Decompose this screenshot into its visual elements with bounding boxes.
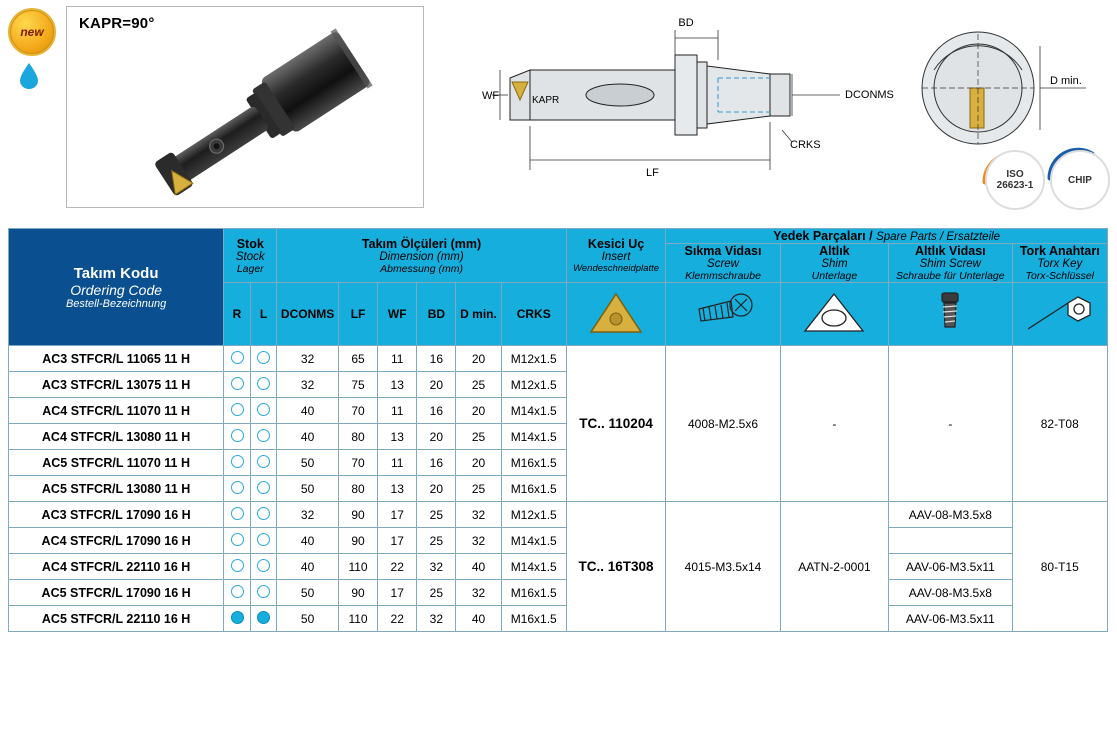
cell-wf: 22 — [378, 606, 417, 632]
cell-lf: 90 — [338, 528, 377, 554]
cell-wf: 17 — [378, 502, 417, 528]
cell-lf: 70 — [338, 398, 377, 424]
cell-code: AC4 STFCR/L 11070 11 H — [9, 398, 224, 424]
table-row[interactable] — [9, 606, 1108, 632]
cell-crks: M16x1.5 — [501, 606, 566, 632]
header-screw: Sıkma Vidası Screw Klemmschraube — [666, 244, 780, 283]
subheader-dconms: DCONMS — [277, 283, 339, 346]
cell-lf: 90 — [338, 502, 377, 528]
iso-badge — [985, 150, 1045, 210]
cell-wf: 13 — [378, 372, 417, 398]
cell-l[interactable] — [250, 398, 277, 424]
cell-lf: 70 — [338, 450, 377, 476]
table-row[interactable] — [9, 502, 1108, 528]
cell-dconms: 40 — [277, 424, 339, 450]
cell-l[interactable] — [250, 580, 277, 606]
cell-dmin: 32 — [456, 528, 501, 554]
cell-lf: 110 — [338, 606, 377, 632]
subheader-bd: BD — [417, 283, 456, 346]
cell-wf: 13 — [378, 424, 417, 450]
cell-code: AC4 STFCR/L 22110 16 H — [9, 554, 224, 580]
cell-r[interactable] — [224, 580, 251, 606]
ordering-code-en: Ordering Code — [70, 281, 163, 298]
cell-r[interactable] — [224, 346, 251, 372]
label-lf: LF — [646, 167, 659, 179]
cell-wf: 11 — [378, 398, 417, 424]
cell-dmin: 40 — [456, 554, 501, 580]
cell-crks: M12x1.5 — [501, 346, 566, 372]
cell-bd: 25 — [417, 502, 456, 528]
cell-lf: 80 — [338, 424, 377, 450]
cell-l[interactable] — [250, 424, 277, 450]
subheader-crks: CRKS — [501, 283, 566, 346]
label-dconms: DCONMS — [845, 89, 894, 101]
cell-l[interactable] — [250, 450, 277, 476]
cell-crks: M16x1.5 — [501, 476, 566, 502]
cell-bd: 20 — [417, 372, 456, 398]
cell-dmin: 25 — [456, 476, 501, 502]
cell-dconms: 50 — [277, 580, 339, 606]
cell-dmin: 32 — [456, 502, 501, 528]
table-row[interactable] — [9, 528, 1108, 554]
header-ordering-code — [9, 229, 224, 346]
cell-dconms: 32 — [277, 502, 339, 528]
cell-bd: 25 — [417, 528, 456, 554]
cell-crks: M12x1.5 — [501, 502, 566, 528]
cell-crks: M14x1.5 — [501, 424, 566, 450]
cell-l[interactable] — [250, 502, 277, 528]
cell-wf: 11 — [378, 450, 417, 476]
cell-crks: M16x1.5 — [501, 580, 566, 606]
tool-photo — [127, 17, 417, 197]
cell-l[interactable] — [250, 528, 277, 554]
cell-bd: 20 — [417, 476, 456, 502]
cell-code: AC5 STFCR/L 13080 11 H — [9, 476, 224, 502]
cell-code: AC3 STFCR/L 13075 11 H — [9, 372, 224, 398]
cell-insert: TC.. 16T308 — [566, 502, 665, 632]
cell-bd: 32 — [417, 606, 456, 632]
cell-lf: 65 — [338, 346, 377, 372]
cell-dmin: 40 — [456, 606, 501, 632]
cell-r[interactable] — [224, 528, 251, 554]
cell-shim: AATN-2-0001 — [780, 502, 888, 632]
iso-line2: 26623-1 — [996, 180, 1034, 191]
cell-shim-screw: AAV-06-M3.5x11 — [889, 606, 1012, 632]
cell-shim-screw: AAV-08-M3.5x8 — [889, 502, 1012, 528]
cell-crks: M12x1.5 — [501, 372, 566, 398]
product-table — [8, 228, 1108, 632]
label-bd: BD — [678, 17, 694, 29]
header-torx-key: Tork Anahtarı Torx Key Torx-Schlüssel — [1012, 244, 1107, 283]
cell-l[interactable] — [250, 346, 277, 372]
cell-code: AC5 STFCR/L 11070 11 H — [9, 450, 224, 476]
cell-l[interactable] — [250, 476, 277, 502]
cell-dmin: 32 — [456, 580, 501, 606]
cell-wf: 22 — [378, 554, 417, 580]
new-badge — [8, 8, 56, 56]
cell-insert: TC.. 110204 — [566, 346, 665, 502]
table-row[interactable] — [9, 554, 1108, 580]
cell-dconms: 32 — [277, 372, 339, 398]
cell-crks: M14x1.5 — [501, 528, 566, 554]
product-photo-box — [66, 6, 424, 208]
cell-crks: M14x1.5 — [501, 554, 566, 580]
cell-dmin: 25 — [456, 372, 501, 398]
header-stock: Stok Stock Lager — [224, 229, 277, 283]
cell-wf: 11 — [378, 346, 417, 372]
cell-bd: 20 — [417, 424, 456, 450]
subheader-r: R — [224, 283, 251, 346]
cell-r[interactable] — [224, 476, 251, 502]
cell-torx: 80-T15 — [1012, 502, 1107, 632]
cell-lf: 75 — [338, 372, 377, 398]
coolant-drop-icon — [18, 62, 40, 90]
label-dmin: D min. — [1050, 75, 1082, 87]
new-badge-label: new — [20, 25, 44, 39]
cell-lf: 90 — [338, 580, 377, 606]
header-dimensions: Takım Ölçüleri (mm) Dimension (mm) Abmessung (mm) — [277, 229, 567, 283]
cell-shim-screw: AAV-08-M3.5x8 — [889, 580, 1012, 606]
cell-code: AC5 STFCR/L 22110 16 H — [9, 606, 224, 632]
cell-torx: 82-T08 — [1012, 346, 1107, 502]
cell-lf: 110 — [338, 554, 377, 580]
ordering-code-de: Bestell-Bezeichnung — [65, 297, 167, 310]
header-shim-screw: Altlık Vidası Shim Screw Schraube für Unterlage — [889, 244, 1012, 283]
ordering-code-tr: Takım Kodu — [73, 264, 159, 282]
chip-label: CHIP — [1068, 174, 1092, 186]
table-body — [9, 346, 1108, 632]
cell-r[interactable] — [224, 502, 251, 528]
cell-r[interactable] — [224, 398, 251, 424]
cell-dconms: 50 — [277, 450, 339, 476]
header-spare-parts: Yedek Parçaları / Spare Parts / Ersatzteile — [666, 229, 1108, 244]
header-insert: Kesici Uç Insert Wendeschneidplatte — [566, 229, 665, 283]
cell-dconms: 50 — [277, 606, 339, 632]
cell-shim-screw: - — [889, 346, 1012, 502]
label-wf: WF — [482, 90, 500, 102]
cell-r[interactable] — [224, 372, 251, 398]
subheader-l: L — [250, 283, 277, 346]
cell-r[interactable] — [224, 606, 251, 632]
cell-dmin: 20 — [456, 346, 501, 372]
cell-dconms: 40 — [277, 554, 339, 580]
cell-bd: 25 — [417, 580, 456, 606]
cell-bd: 16 — [417, 450, 456, 476]
cell-shim-screw — [889, 528, 1012, 554]
cell-dmin: 20 — [456, 450, 501, 476]
cell-code: AC4 STFCR/L 17090 16 H — [9, 528, 224, 554]
cell-shim: - — [780, 346, 888, 502]
table-row[interactable] — [9, 346, 1108, 372]
kapr-label: KAPR=90° — [79, 15, 155, 32]
subheader-lf: LF — [338, 283, 377, 346]
cell-dconms: 40 — [277, 398, 339, 424]
header-shim: Altlık Shim Unterlage — [780, 244, 888, 283]
cell-l[interactable] — [250, 372, 277, 398]
label-kapr: KAPR — [532, 95, 560, 106]
technical-drawing-side-view — [470, 0, 900, 200]
cell-wf: 17 — [378, 580, 417, 606]
cell-code: AC3 STFCR/L 17090 16 H — [9, 502, 224, 528]
cell-dmin: 25 — [456, 424, 501, 450]
cell-dconms: 50 — [277, 476, 339, 502]
cell-wf: 13 — [378, 476, 417, 502]
cell-code: AC4 STFCR/L 13080 11 H — [9, 424, 224, 450]
cell-r[interactable] — [224, 424, 251, 450]
cell-dmin: 20 — [456, 398, 501, 424]
cell-shim-screw: AAV-06-M3.5x11 — [889, 554, 1012, 580]
shim-icon — [780, 283, 888, 346]
cell-crks: M14x1.5 — [501, 398, 566, 424]
label-crks: CRKS — [790, 139, 821, 151]
cell-bd: 16 — [417, 346, 456, 372]
cell-bd: 16 — [417, 398, 456, 424]
iso-line1: ISO — [1006, 169, 1024, 180]
top-illustration-area — [0, 0, 1117, 218]
cell-code: AC5 STFCR/L 17090 16 H — [9, 580, 224, 606]
cell-r[interactable] — [224, 554, 251, 580]
cell-l[interactable] — [250, 554, 277, 580]
cell-bd: 32 — [417, 554, 456, 580]
subheader-dmin: D min. — [456, 283, 501, 346]
cell-code: AC3 STFCR/L 11065 11 H — [9, 346, 224, 372]
cell-dconms: 32 — [277, 346, 339, 372]
cell-screw: 4008-M2.5x6 — [666, 346, 780, 502]
cell-wf: 17 — [378, 528, 417, 554]
cell-crks: M16x1.5 — [501, 450, 566, 476]
torx-key-icon — [1012, 283, 1107, 346]
cell-dconms: 40 — [277, 528, 339, 554]
cell-r[interactable] — [224, 450, 251, 476]
cell-lf: 80 — [338, 476, 377, 502]
insert-icon — [566, 283, 665, 346]
cell-l[interactable] — [250, 606, 277, 632]
table-row[interactable] — [9, 580, 1108, 606]
subheader-wf: WF — [378, 283, 417, 346]
cell-screw: 4015-M3.5x14 — [666, 502, 780, 632]
chip-badge — [1050, 150, 1110, 210]
shim-screw-icon — [889, 283, 1012, 346]
screw-icon — [666, 283, 780, 346]
